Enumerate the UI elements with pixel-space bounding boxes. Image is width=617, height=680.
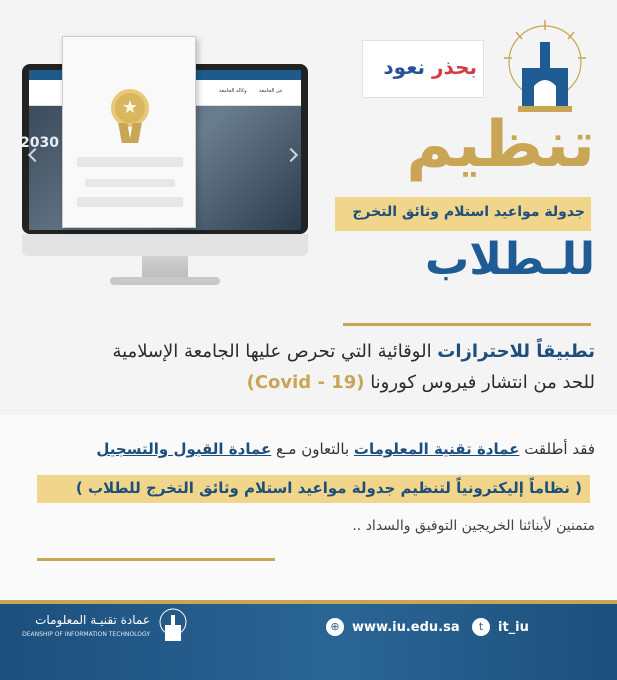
twitter-handle[interactable]: it_iu [498, 620, 529, 635]
students-title: للـطلاب [424, 234, 595, 285]
website-link[interactable]: www.iu.edu.sa [352, 620, 460, 635]
certificate-line [85, 179, 175, 187]
site-nav-item: وكالة الجامعة [219, 88, 247, 94]
closing-line: متمنين لأبنائنا الخريجين التوفيق والسداد .. [352, 518, 595, 534]
certificate-line [77, 157, 183, 167]
intro-line-2: للحد من انتشار فيروس كورونا (Covid - 19) [246, 372, 595, 393]
divider [37, 558, 275, 561]
slogan-word: نعود [383, 55, 425, 79]
announcement-line: فقد أطلقت عمادة تقنية المعلومات بالتعاون مـع عمادة القبول والتسجيل [96, 440, 595, 458]
deanship-name-ar: عمادة تقنيـة المعلومات [35, 613, 150, 627]
monitor-stand [142, 256, 188, 278]
divider [343, 323, 591, 326]
slogan-badge [362, 40, 484, 98]
medal-icon [111, 89, 149, 127]
intro-line-1: تطبيقاً للاحترازات الوقائية التي تحرص عليها الجامعة الإسلامية [112, 341, 595, 362]
deanship-name-en: DEANSHIP OF INFORMATION TECHNOLOGY [22, 631, 150, 638]
twitter-icon: t [472, 618, 490, 636]
deanship-logo [156, 607, 190, 647]
certificate-line [77, 197, 183, 207]
site-nav-item: عن الجامعة [259, 88, 283, 94]
university-logo [498, 18, 593, 116]
globe-icon: ⊕ [326, 618, 344, 636]
certificate-illustration [62, 36, 196, 228]
monitor-chin [22, 234, 308, 256]
subtitle: جدولة مواعيد استلام وثائق التخرج [352, 204, 585, 220]
hero-text: 2030 [20, 135, 59, 151]
slogan-word: بحذر [432, 55, 477, 79]
headline: تنظيم [406, 108, 595, 182]
star-icon: ★ [121, 97, 139, 118]
system-highlight: ( نظاماً إليكترونياً لتنظيم جدولة مواعيد استلام وثائق التخرج للطلاب ) [37, 475, 590, 503]
ribbon-icon [129, 123, 142, 143]
deanship-logo-block [22, 607, 190, 649]
monitor-base [110, 277, 220, 285]
subtitle-box [335, 197, 591, 231]
footer-stripe [0, 600, 617, 604]
